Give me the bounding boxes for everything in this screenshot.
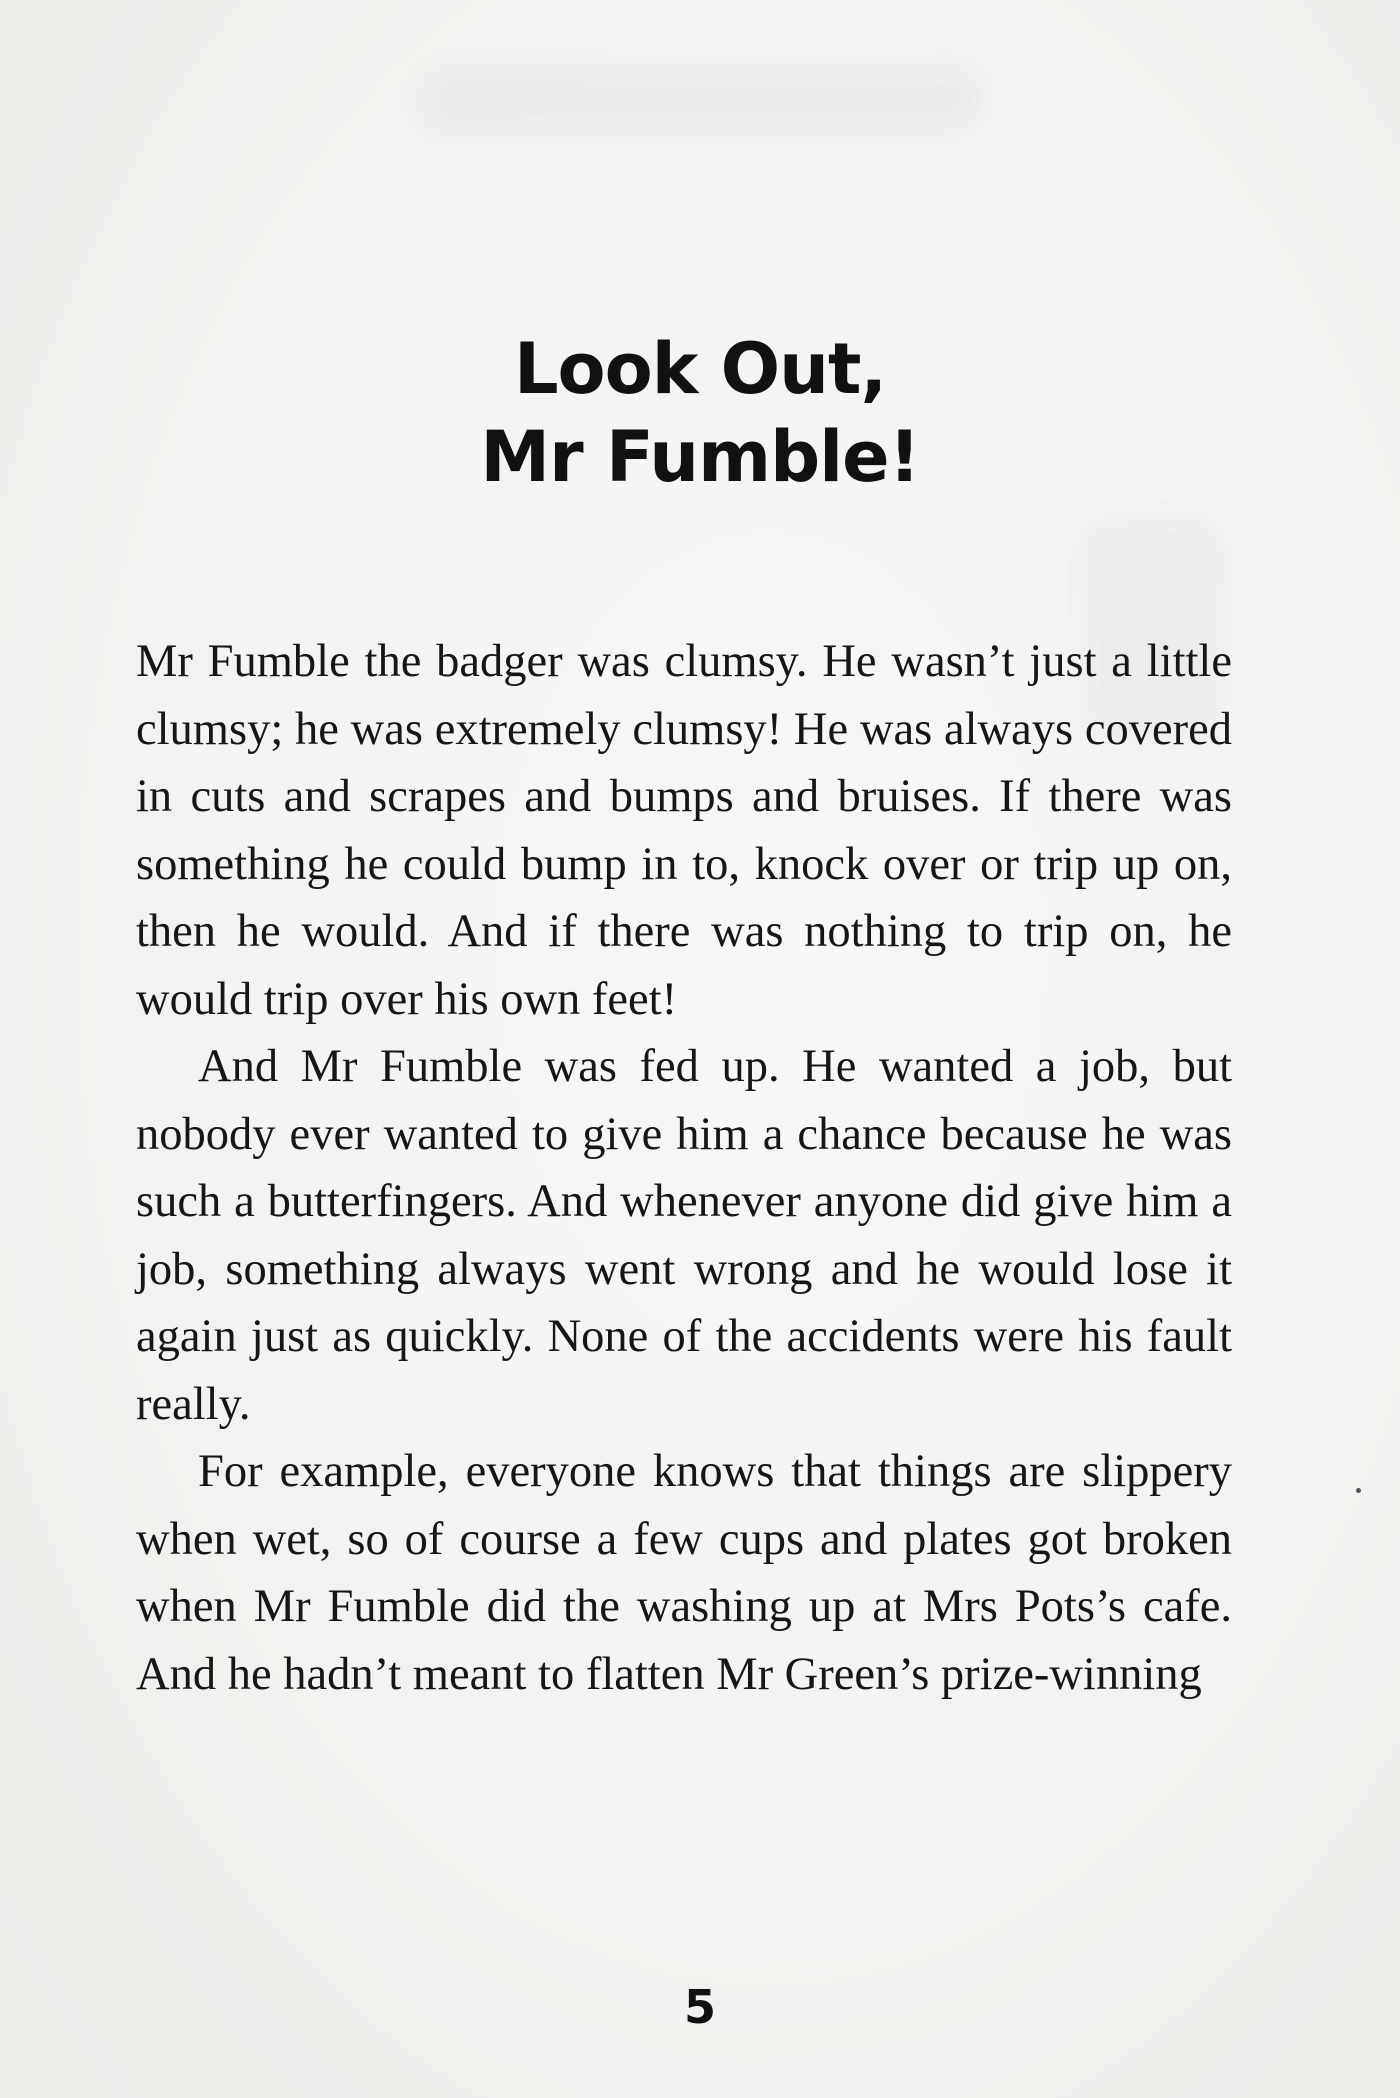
chapter-title-line-1: Look Out, bbox=[513, 328, 887, 410]
paragraph-3: For example, everyone knows that things are slippery when wet, so of course a few cups and plates got broken when Mr Fumble did the washing up at Mrs Pots’s cafe. And he hadn’t meant to flatten Mr Green’s prize-winning bbox=[136, 1446, 1232, 1700]
story-text bbox=[136, 628, 1232, 1708]
paper-speck bbox=[1356, 1488, 1361, 1493]
paragraph-1: Mr Fumble the badger was clumsy. He wasn’t just a little clumsy; he was extremely clumsy! He was always covered in cuts and scrapes and bumps and bruises. If there was something he could bump in to, knock over or trip up on, then he would. And if there was nothing to trip on, he would trip over his own feet! bbox=[136, 636, 1232, 1025]
chapter-title-line-2: Mr Fumble! bbox=[480, 416, 920, 498]
paragraph-2: And Mr Fumble was fed up. He wanted a job, but nobody ever wanted to give him a chance because he was such a butterfingers. And whenever anyone did give him a job, something always went wrong and he would lose it again just as quickly. None of the accidents were his fault really. bbox=[136, 1041, 1232, 1430]
chapter-title bbox=[0, 325, 1400, 501]
bleed-through-shadow bbox=[420, 70, 980, 130]
page-number: 5 bbox=[683, 1980, 716, 2034]
